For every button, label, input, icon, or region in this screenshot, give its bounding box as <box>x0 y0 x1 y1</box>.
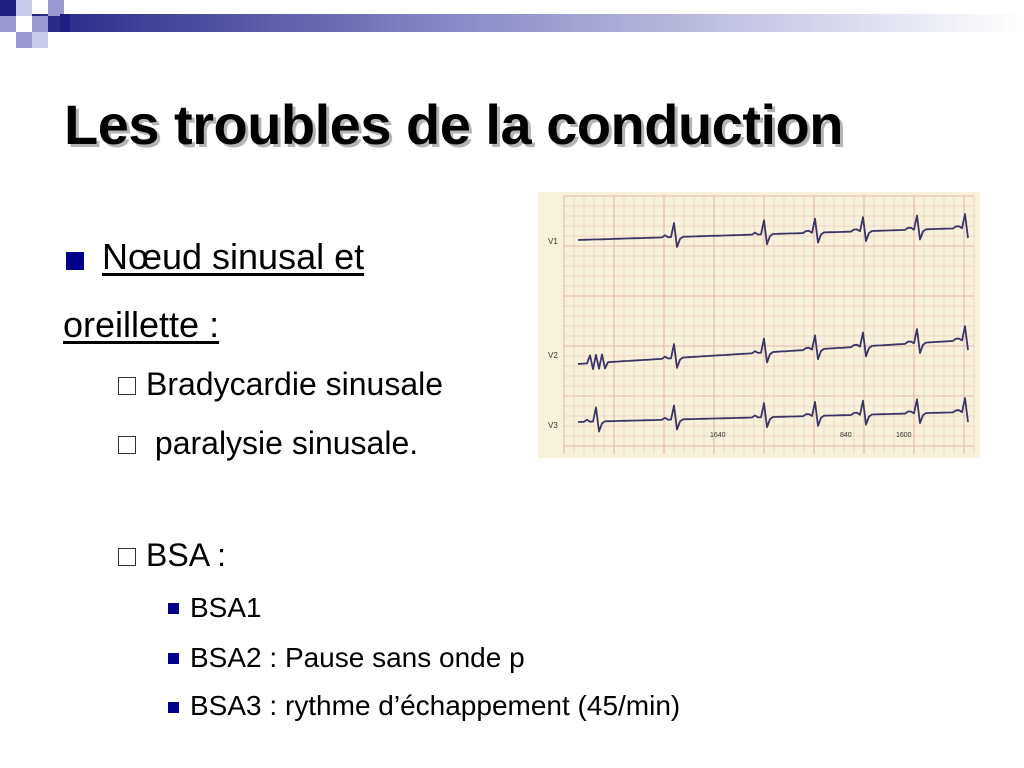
hollow-square-bullet-icon <box>118 377 136 395</box>
small-square-bullet-icon <box>168 653 179 664</box>
slide-title: Les troubles de la conduction <box>64 93 843 156</box>
bullet-noeud-sinusal: Nœud sinusal et <box>102 236 365 277</box>
item-paralysie: paralysie sinusale. <box>146 425 419 461</box>
hollow-square-bullet-icon <box>118 548 136 566</box>
small-square-bullet-icon <box>168 603 179 614</box>
ecg-annotation: 1640 <box>710 432 726 439</box>
bullet-oreillette: oreillette : <box>63 304 220 345</box>
ecg-lead-label: V2 <box>548 351 558 360</box>
ecg-lead-label: V1 <box>548 237 558 246</box>
item-bsa1: BSA1 <box>190 592 262 623</box>
ecg-annotation: 840 <box>840 432 852 439</box>
small-square-bullet-icon <box>168 702 179 713</box>
ecg-lead-label: V3 <box>548 421 558 430</box>
ecg-annotation: 1600 <box>896 432 912 439</box>
ecg-image <box>538 192 980 458</box>
header-decoration <box>0 0 1024 64</box>
hollow-square-bullet-icon <box>118 436 136 454</box>
item-bradycardie: Bradycardie sinusale <box>146 366 444 402</box>
square-bullet-icon <box>66 252 84 270</box>
item-bsa2: BSA2 : Pause sans onde p <box>190 642 525 673</box>
item-bsa: BSA : <box>146 537 227 573</box>
item-bsa3: BSA3 : rythme d’échappement (45/min) <box>190 690 681 721</box>
